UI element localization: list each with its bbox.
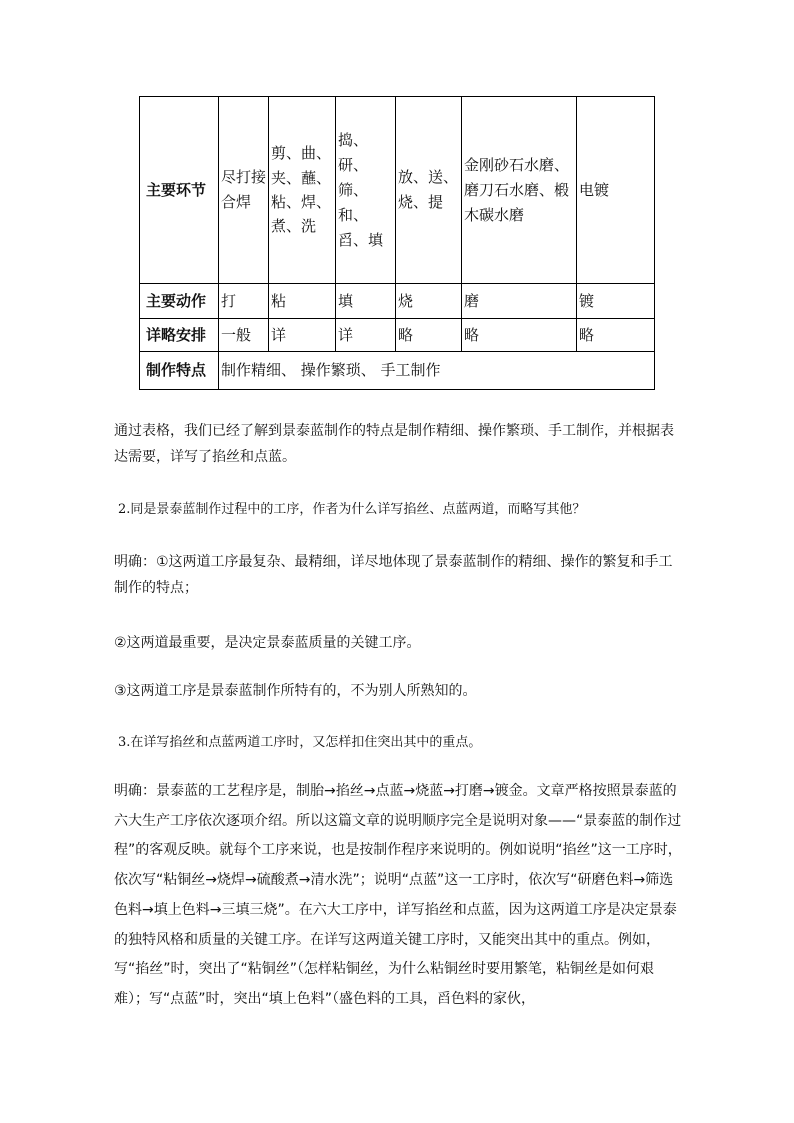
row-header-main-steps: 主要环节 — [140, 97, 219, 284]
table-cell: 一般 — [219, 319, 269, 352]
question-2: 2.同是景泰蓝制作过程中的工序，作者为什么详写掐丝、点蓝两道，而略写其他？ — [118, 502, 586, 517]
answer-3: 明确：景泰蓝的工艺程序是，制胎→掐丝→点蓝→烧蓝→打磨→镀金。文章严格按照景泰蓝的六大生产工序依次逐项介绍。所以这篇文章的说明顺序完全是说明对象——“景泰蓝的制作过程”的客观反映。就每个工序来说，也是按制作程序来说明的。例如说明“掐丝”这一工序时，依次写“粘铜丝→烧焊→硫酸煮→清水洗”；说明“点蓝”这一工序时，依次写“研磨色料→筛选色料→填上色料→三填三烧”。在六大工序中，详写掐丝和点蓝，因为这两道工序是决定景泰的独特风格和质量的关键工序。在详写这两道关键工序时，又能突出其中的重点。例如，写“掐丝”时，突出了“粘铜丝”（怎样粘铜丝，为什么粘铜丝时要用繁笔，粘铜丝是如何艰难）；写“点蓝”时，突出“填上色料”（盛色料的工具，舀色料的家伙， — [114, 783, 682, 1007]
table-cell: 详 — [269, 319, 336, 352]
table-cell-merged: 制作精细、 操作繁琐、 手工制作 — [219, 352, 655, 390]
table-cell: 填 — [336, 284, 396, 319]
table-cell: 详 — [336, 319, 396, 352]
question-3: 3.在详写掐丝和点蓝两道工序时，又怎样扣住突出其中的重点。 — [118, 735, 482, 750]
table-cell: 略 — [462, 319, 577, 352]
table-cell: 捣、研、筛、和、舀、填 — [336, 97, 396, 284]
table-cell: 略 — [396, 319, 462, 352]
answer-2-part-3: ③这两道工序是景泰蓝制作所特有的，不为别人所熟知的。 — [114, 683, 477, 699]
table-cell: 剪、曲、夹、蘸、粘、焊、煮、洗 — [269, 97, 336, 284]
table-row — [140, 97, 655, 284]
table-cell: 金刚砂石水磨、磨刀石水磨、椴木碳水磨 — [462, 97, 577, 284]
row-header-detail-arrangement: 详略安排 — [140, 319, 219, 352]
row-header-main-actions: 主要动作 — [140, 284, 219, 319]
table-cell: 放、送、烧、提 — [396, 97, 462, 284]
table-cell: 烧 — [396, 284, 462, 319]
row-header-features: 制作特点 — [140, 352, 219, 390]
table-cell: 镀 — [577, 284, 655, 319]
table-cell: 电镀 — [577, 97, 655, 284]
process-table — [139, 96, 655, 390]
table-cell: 粘 — [269, 284, 336, 319]
table-cell: 尽打接合焊 — [219, 97, 269, 284]
table-cell: 打 — [219, 284, 269, 319]
process-table-container — [139, 96, 654, 390]
summary-paragraph: 通过表格，我们已经了解到景泰蓝制作的特点是制作精细、操作繁琐、手工制作，并根据表达需要，详写了掐丝和点蓝。 — [114, 423, 674, 465]
table-row — [140, 319, 655, 352]
answer-2-part-2: ②这两道最重要，是决定景泰蓝质量的关键工序。 — [114, 635, 421, 651]
table-row — [140, 284, 655, 319]
table-cell: 略 — [577, 319, 655, 352]
table-cell: 磨 — [462, 284, 577, 319]
table-row — [140, 352, 655, 390]
answer-2-part-1: 明确：①这两道工序最复杂、最精细，详尽地体现了景泰蓝制作的精细、操作的繁复和手工制作的特点； — [114, 554, 673, 596]
